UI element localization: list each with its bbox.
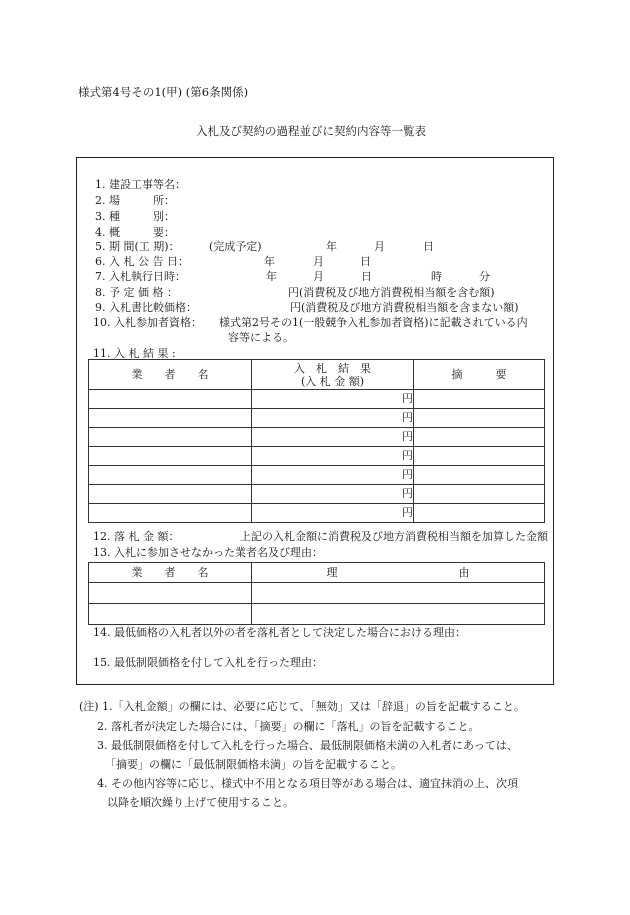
item-excluded-vendors: 13. 入札に参加させなかった業者名及び理由：: [93, 546, 323, 559]
item-reason-not-lowest: 14. 最低価格の入札者以外の者を落札者として決定した場合における理由：: [93, 626, 466, 639]
announce-day-unit: 日: [360, 255, 371, 268]
table-row: [89, 428, 545, 447]
yen-cell: 円: [252, 390, 414, 409]
item-type: 3. 種 別：: [95, 210, 175, 223]
item-period-note: (完成予定): [209, 240, 262, 253]
item-comparison-price: 9. 入札書比較価格：: [95, 301, 197, 314]
col-vendor-name: 業 者 名: [89, 360, 252, 390]
period-day-unit: 日: [423, 240, 434, 253]
note-4-line1: 4. その他内容等に応じ、様式中不用となる項目等がある場合は、適宜抹消の上、次項: [97, 777, 518, 790]
table-row: [89, 409, 545, 428]
note-3-line2: 「摘要」の欄に「最低制限価格未満」の旨を記載すること。: [105, 758, 402, 771]
item-period-label: 5. 期 間(工 期)：: [95, 240, 180, 253]
item-winning-amount: 12. 落 札 金 額：: [93, 530, 180, 543]
table-row: [89, 604, 545, 625]
note-3-line1: 3. 最低制限価格を付して入札を行った場合、最低制限価格未満の入札者にあっては、: [97, 739, 518, 752]
col-vendor-name: 業 者 名: [89, 563, 252, 583]
page-title: 入札及び契約の過程並びに契約内容等一覧表: [196, 124, 426, 138]
item-reason-min-price: 15. 最低制限価格を付して入札を行った理由：: [93, 656, 323, 669]
announce-year-unit: 年: [264, 255, 275, 268]
col-bid-result-line1: 入 札 結 果: [294, 361, 371, 375]
item-bid-result: 11. 入 札 結 果 :: [93, 347, 176, 360]
bid-hour-unit: 時: [431, 270, 442, 283]
yen-cell: 円: [252, 466, 414, 485]
table-row: [89, 447, 545, 466]
yen-cell: 円: [252, 504, 414, 523]
bid-day-unit: 日: [361, 270, 372, 283]
period-year-unit: 年: [326, 240, 337, 253]
col-bid-result: [252, 360, 414, 390]
table-row: [89, 504, 545, 523]
yen-cell: 円: [252, 447, 414, 466]
item-location: 2. 場 所：: [95, 194, 175, 207]
yen-cell: 円: [252, 409, 414, 428]
item-qualification: 10. 入札参加者資格：: [93, 316, 202, 329]
announce-month-unit: 月: [313, 255, 324, 268]
planned-price-yen: 円(消費税及び地方消費税相当額を含む額): [288, 286, 495, 299]
note-2: 2. 落札者が決定した場合には、「摘要」の欄に「落札」の旨を記載すること。: [97, 720, 480, 733]
qualification-text-1: 様式第2号その1(一般競争入札参加者資格)に記載されている内: [219, 316, 528, 329]
form-number: 様式第4号その1(甲) (第6条関係): [78, 85, 249, 99]
col-bid-result-line2: (入 札 金 額): [300, 374, 365, 388]
table-header-row: [89, 563, 545, 583]
excluded-vendors-table: [88, 562, 545, 625]
qualification-text-2: 容等による。: [228, 331, 294, 344]
item-construction-name: 1. 建設工事等名：: [95, 178, 186, 191]
table-row: [89, 390, 545, 409]
item-planned-price: 8. 予 定 価 格 ：: [95, 286, 178, 299]
item-announce-date: 6. 入 札 公 告 日：: [95, 255, 189, 268]
bid-minute-unit: 分: [479, 270, 490, 283]
table-row: [89, 466, 545, 485]
table-row: [89, 583, 545, 604]
yen-cell: 円: [252, 428, 414, 447]
table-row: [89, 485, 545, 504]
item-summary: 4. 概 要：: [95, 226, 175, 239]
note-1: (注) 1.「入札金額」の欄には、必要に応じて、「無効」又は「辞退」の旨を記載すること。: [79, 700, 525, 713]
comparison-price-yen: 円(消費税及び地方消費税相当額を含まない額): [290, 301, 519, 314]
col-reason: 理 由: [252, 563, 545, 583]
winning-amount-text: 上記の入札金額に消費税及び地方消費税相当額を加算した金額: [240, 530, 548, 543]
bid-month-unit: 月: [313, 270, 324, 283]
table-header-row: [89, 360, 545, 390]
note-4-line2: 以降を順次繰り上げて使用すること。: [107, 796, 294, 809]
item-bid-datetime: 7. 入札執行日時：: [95, 270, 186, 283]
period-month-unit: 月: [374, 240, 385, 253]
bid-result-table: [88, 359, 545, 523]
yen-cell: 円: [252, 485, 414, 504]
col-remarks: 摘 要: [414, 360, 545, 390]
bid-year-unit: 年: [266, 270, 277, 283]
